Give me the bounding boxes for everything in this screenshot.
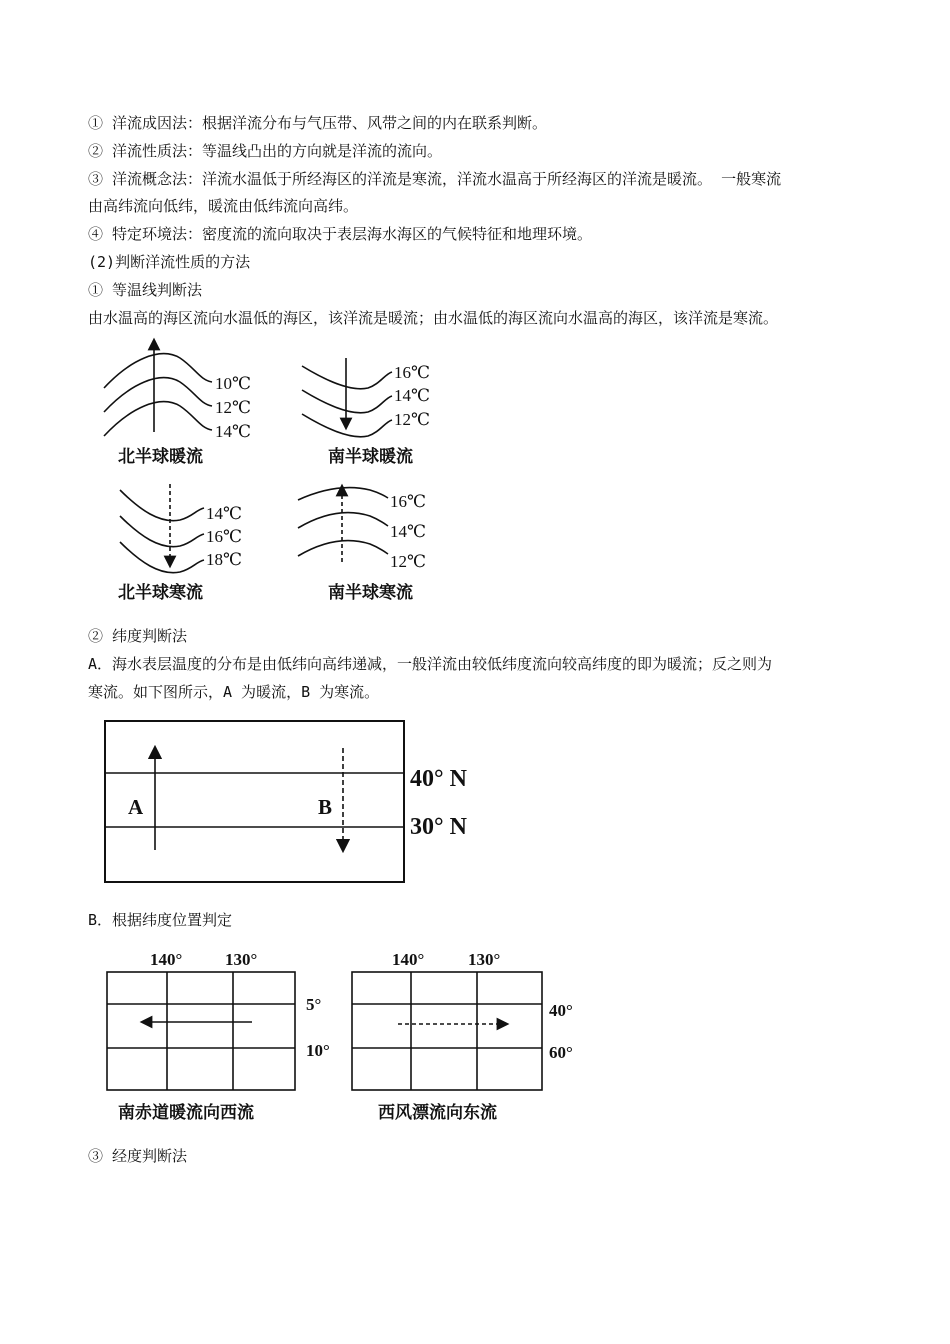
latitude-method-a-2: 寒流。如下图所示，A 为暖流，B 为寒流。 [88,683,380,701]
isotherm-label: 16℃ [394,363,431,382]
isotherm-label: 14℃ [206,504,243,523]
south-equatorial-caption: 南赤道暖流向西流 [118,1103,254,1123]
lat-40-label: 40° N [410,766,467,792]
isotherm-label: 12℃ [394,410,431,429]
sh-warm-caption: 南半球暖流 [328,447,413,467]
isotherm-label: 10℃ [215,374,252,393]
west-wind-drift-caption: 西风漂流向东流 [378,1103,497,1123]
isotherm-label: 14℃ [390,522,427,541]
isotherm-method-text: 由水温高的海区流向水温低的海区，该洋流是暖流；由水温低的海区流向水温高的海区，该洋流是寒流。 [88,309,779,327]
isotherm-label: 12℃ [215,398,252,417]
latitude-method-heading: ② 纬度判断法 [88,627,188,645]
isotherm-label: 18℃ [206,550,243,569]
isotherm-label: 14℃ [215,422,252,441]
method-3-line-1: ③ 洋流概念法：洋流水温低于所经海区的洋流是寒流，洋流水温高于所经海区的洋流是暖流。 一般寒流 [88,170,782,188]
sh-cold-caption: 南半球寒流 [328,583,413,603]
lon-label: 140° [150,950,183,969]
lat-label: 40° [549,1001,573,1020]
lat-label: 60° [549,1043,573,1062]
latitude-method-a-1: A．海水表层温度的分布是由低纬向高纬递减，一般洋流由较低纬度流向较高纬度的即为暖流；反之则为 [88,655,773,673]
lon-label: 140° [392,950,425,969]
lon-label: 130° [468,950,501,969]
current-a-label: A [128,795,144,819]
lat-label: 5° [306,995,322,1014]
method-4: ④ 特定环境法：密度流的流向取决于表层海水海区的气候特征和地理环境。 [88,225,593,243]
lat-label: 10° [306,1041,330,1060]
method-1: ① 洋流成因法：根据洋流分布与气压带、风带之间的内在联系判断。 [88,114,548,132]
isotherm-label: 14℃ [394,386,431,405]
current-b-label: B [318,795,333,819]
lon-label: 130° [225,950,258,969]
lat-30-label: 30° N [410,814,467,840]
method-2: ② 洋流性质法：等温线凸出的方向就是洋流的流向。 [88,142,443,160]
method-3-line-2: 由高纬流向低纬，暖流由低纬流向高纬。 [88,197,359,215]
section-heading-2: (2)判断洋流性质的方法 [88,253,251,271]
latitude-method-b: B．根据纬度位置判定 [88,911,233,929]
west-wind-drift-grid [352,972,542,1090]
nh-warm-caption: 北半球暖流 [118,447,203,467]
isotherm-method-heading: ① 等温线判断法 [88,281,203,299]
isotherm-label: 16℃ [206,527,243,546]
nh-cold-caption: 北半球寒流 [118,583,203,603]
south-equatorial-grid [107,972,295,1090]
isotherm-label: 12℃ [390,552,427,571]
longitude-method-heading: ③ 经度判断法 [88,1147,188,1165]
isotherm-label: 16℃ [390,492,427,511]
